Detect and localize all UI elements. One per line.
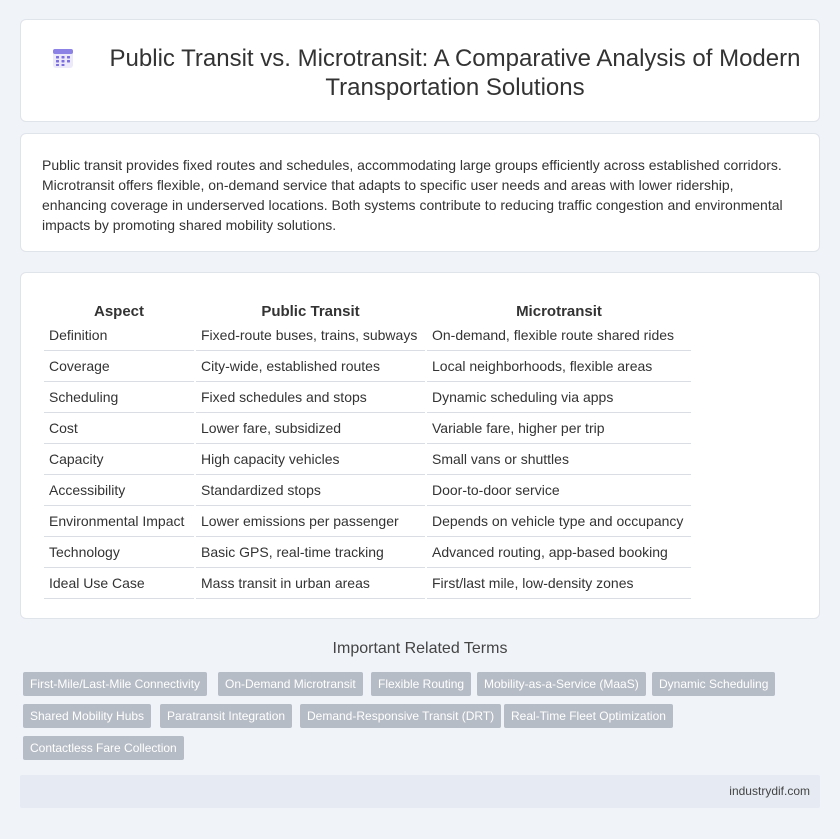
table-row bbox=[44, 382, 691, 413]
page-title: Public Transit vs. Microtransit: A Comparative Analysis of Modern Transportation Solutions bbox=[109, 45, 801, 101]
table-cell-public-transit: High capacity vehicles bbox=[196, 444, 425, 475]
table-cell-aspect: Technology bbox=[44, 537, 194, 568]
table-row bbox=[44, 475, 691, 506]
table-cell-public-transit: Lower emissions per passenger bbox=[196, 506, 425, 537]
related-terms-heading: Important Related Terms bbox=[332, 640, 508, 657]
tag-contactless-fare-collection[interactable]: Contactless Fare Collection bbox=[23, 736, 184, 760]
table-cell-aspect: Coverage bbox=[44, 351, 194, 382]
table-row bbox=[44, 506, 691, 537]
table-cell-microtransit: Door-to-door service bbox=[427, 475, 691, 506]
table-row bbox=[44, 351, 691, 382]
table-cell-public-transit: Fixed-route buses, trains, subways bbox=[196, 320, 425, 351]
tag-first-mile-last-mile[interactable]: First-Mile/Last-Mile Connectivity bbox=[23, 672, 207, 696]
table-cell-public-transit: Basic GPS, real-time tracking bbox=[196, 537, 425, 568]
table-cell-public-transit: Mass transit in urban areas bbox=[196, 568, 425, 599]
tag-real-time-fleet-optimization[interactable]: Real-Time Fleet Optimization bbox=[504, 704, 673, 728]
table-cell-public-transit: Lower fare, subsidized bbox=[196, 413, 425, 444]
comparison-card bbox=[20, 272, 820, 619]
footer-site-link[interactable]: industrydif.com bbox=[729, 784, 810, 798]
tag-shared-mobility-hubs[interactable]: Shared Mobility Hubs bbox=[23, 704, 151, 728]
table-row bbox=[44, 413, 691, 444]
table-cell-public-transit: City-wide, established routes bbox=[196, 351, 425, 382]
intro-card bbox=[20, 133, 820, 252]
table-cell-public-transit: Fixed schedules and stops bbox=[196, 382, 425, 413]
table-cell-microtransit: Dynamic scheduling via apps bbox=[427, 382, 691, 413]
table-cell-aspect: Scheduling bbox=[44, 382, 194, 413]
column-header-public-transit: Public Transit bbox=[261, 303, 360, 320]
tag-on-demand-microtransit[interactable]: On-Demand Microtransit bbox=[218, 672, 363, 696]
title-card bbox=[20, 19, 820, 122]
tag-paratransit-integration[interactable]: Paratransit Integration bbox=[160, 704, 292, 728]
table-cell-public-transit: Standardized stops bbox=[196, 475, 425, 506]
table-cell-microtransit: Local neighborhoods, flexible areas bbox=[427, 351, 691, 382]
intro-paragraph: Public transit provides fixed routes and schedules, accommodating large groups efficiently across established corridors. Microtransit offers flexible, on-demand service that adapts to specific user needs and areas with lower ridership, enhancing coverage in underserved locations. Both systems contribute to reducing traffic congestion and environmental impacts by promoting shared mobility solutions. bbox=[42, 157, 783, 233]
tag-flexible-routing[interactable]: Flexible Routing bbox=[371, 672, 471, 696]
column-header-aspect: Aspect bbox=[93, 303, 145, 320]
table-cell-aspect: Cost bbox=[44, 413, 194, 444]
tag-maas[interactable]: Mobility-as-a-Service (MaaS) bbox=[477, 672, 646, 696]
column-header-microtransit: Microtransit bbox=[516, 303, 602, 320]
comparison-table bbox=[42, 297, 693, 599]
table-cell-aspect: Environmental Impact bbox=[44, 506, 194, 537]
table-row bbox=[44, 444, 691, 475]
table-cell-microtransit: First/last mile, low-density zones bbox=[427, 568, 691, 599]
table-row bbox=[44, 320, 691, 351]
tag-drt[interactable]: Demand-Responsive Transit (DRT) bbox=[300, 704, 501, 728]
table-cell-microtransit: Advanced routing, app-based booking bbox=[427, 537, 691, 568]
table-cell-microtransit: Depends on vehicle type and occupancy bbox=[427, 506, 691, 537]
table-row bbox=[44, 568, 691, 599]
table-cell-aspect: Accessibility bbox=[44, 475, 194, 506]
table-cell-aspect: Capacity bbox=[44, 444, 194, 475]
table-cell-aspect: Definition bbox=[44, 320, 194, 351]
table-cell-microtransit: On-demand, flexible route shared rides bbox=[427, 320, 691, 351]
table-cell-microtransit: Variable fare, higher per trip bbox=[427, 413, 691, 444]
table-cell-microtransit: Small vans or shuttles bbox=[427, 444, 691, 475]
table-cell-aspect: Ideal Use Case bbox=[44, 568, 194, 599]
footer bbox=[20, 775, 820, 808]
calendar-grid-icon bbox=[51, 46, 75, 70]
table-header-row bbox=[44, 297, 691, 320]
comparison-table-body bbox=[44, 320, 691, 599]
tag-dynamic-scheduling[interactable]: Dynamic Scheduling bbox=[652, 672, 775, 696]
table-row bbox=[44, 537, 691, 568]
